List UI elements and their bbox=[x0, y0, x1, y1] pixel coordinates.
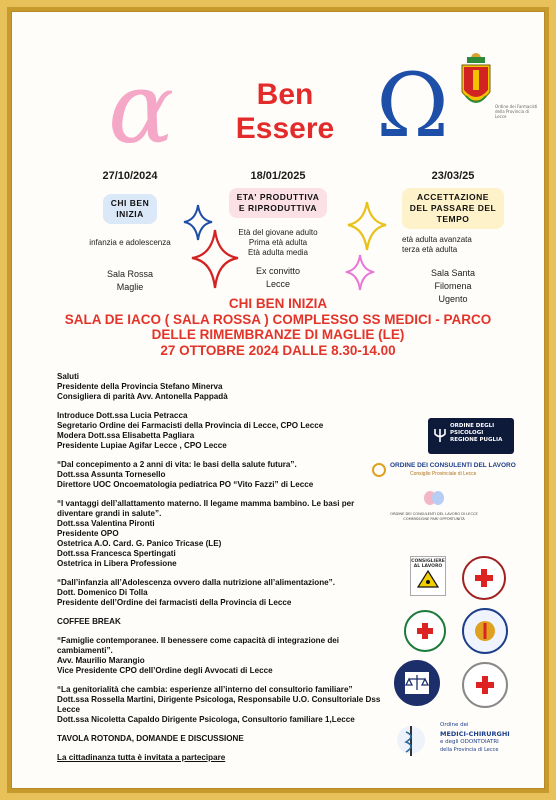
invitation-text: La cittadinanza tutta è invitata a partecipare bbox=[57, 753, 226, 762]
emblem-icon bbox=[472, 618, 498, 644]
red-cross-icon bbox=[473, 567, 495, 589]
warning-sign-icon bbox=[416, 569, 440, 589]
headline-line-2: SALA DE IACO ( SALA ROSSA ) COMPLESSO SS MEDICI - PARCO bbox=[64, 311, 492, 327]
medici-logo-province: della Provincia di Lecce bbox=[440, 747, 499, 753]
omega-symbol: Ω bbox=[376, 54, 449, 157]
event-description: Età del giovane adulto Prima età adulta Età adulta media bbox=[238, 228, 318, 257]
program-item bbox=[57, 499, 387, 569]
event-date: 18/01/2025 bbox=[250, 170, 306, 182]
program-item-title: Saluti bbox=[57, 372, 80, 381]
event-description: infanzia e adolescenza bbox=[89, 238, 171, 247]
event-badge: ETA' PRODUTTIVA E RIPRODUTTIVA bbox=[229, 188, 328, 218]
headline-line-1: CHI BEN INIZIA bbox=[228, 296, 328, 311]
program-item-line: Modera Dott.ssa Elisabetta Pagliara bbox=[57, 431, 195, 440]
program-item-line: Dott.ssa Assunta Tornesello bbox=[57, 470, 166, 479]
program-item-line: Dott.ssa Valentina Pironti bbox=[57, 519, 155, 528]
program-item-line: Direttore UOC Oncoematologia pediatrica PO “Vito Fazzi” di Lecce bbox=[57, 480, 314, 489]
program-item-title: “Dall’infanzia all’Adolescenza ovvero dalla nutrizione all’alimentazione”. bbox=[57, 578, 335, 587]
program-item-title: “Famiglie contemporanee. Il benessere come capacità di integrazione dei cambiamenti”. bbox=[57, 636, 340, 655]
consigliere-logo-text: CONSIGLIERE AL LAVORO bbox=[411, 559, 445, 569]
health-seal bbox=[462, 662, 508, 708]
medici-logo-pre: Ordine dei bbox=[440, 722, 469, 728]
program-item-line: Segretario Ordine dei Farmacisti della Provincia di Lecce, CPO Lecce bbox=[57, 421, 324, 430]
scales-of-justice-icon bbox=[403, 670, 431, 696]
program-item bbox=[57, 411, 387, 451]
star-blue-icon bbox=[184, 205, 212, 240]
event-location: Sala Santa Filomena Ugento bbox=[430, 268, 476, 304]
program-item bbox=[57, 685, 387, 725]
program-item bbox=[57, 734, 387, 744]
program-item-line: Presidente OPO bbox=[57, 529, 119, 538]
province-crest-icon bbox=[458, 52, 494, 116]
psi-icon bbox=[433, 427, 447, 443]
professional-seal bbox=[462, 608, 508, 654]
program-item-line: Presidente Lupiae Agifar Lecce , CPO Lecce bbox=[57, 441, 227, 450]
butterfly-icon bbox=[423, 490, 445, 508]
lawyers-seal bbox=[394, 660, 440, 706]
program-item-title: “I vantaggi dell’allattamento materno. Il legame mamma bambino. Le basi per diventare grandi in salute”. bbox=[57, 499, 355, 518]
psicologi-logo bbox=[428, 418, 514, 454]
title-line-2: Essere bbox=[235, 112, 335, 145]
event-date: 23/03/25 bbox=[431, 170, 475, 182]
farmacisti-seal-2 bbox=[404, 610, 446, 652]
cpo-logo bbox=[378, 490, 490, 528]
cpo-logo-text: ORDINE DEI CONSULENTI DEL LAVORO DI LECCE COMMISSIONE PARI OPPORTUNITÀ bbox=[390, 512, 478, 521]
program-item-line: Vice Presidente CPO dell’Ordine degli Avvocati di Lecce bbox=[57, 666, 273, 675]
event-date: 27/10/2024 bbox=[102, 170, 158, 182]
caduceus-icon bbox=[473, 673, 497, 697]
program-item-line: Dott.ssa Francesca Spertingati bbox=[57, 549, 176, 558]
program-item-title: “La genitorialità che cambia: esperienze all’interno del consultorio familiare” bbox=[57, 685, 353, 694]
medici-logo-subtitle: e degli ODONTOIATRI bbox=[440, 739, 499, 745]
event-description: età adulta avanzata terza età adulta bbox=[402, 235, 472, 254]
event-badge: ACCETTAZIONE DEL PASSARE DEL TEMPO bbox=[402, 188, 505, 229]
program-item-line: Consigliera di parità Avv. Antonella Pappadà bbox=[57, 392, 228, 401]
consulenti-logo bbox=[372, 462, 522, 480]
program-item-line: Ostetrica A.O. Card. G. Panico Tricase (LE) bbox=[57, 539, 222, 548]
program-item-line: Presidente della Provincia Stefano Minerva bbox=[57, 382, 223, 391]
program-item-line: Presidente dell’Ordine dei farmacisti della Provincia di Lecce bbox=[57, 598, 292, 607]
program-item-title: TAVOLA ROTONDA, DOMANDE E DISCUSSIONE bbox=[57, 734, 244, 743]
title-line-1: Ben bbox=[256, 78, 314, 111]
headline-line-3: DELLE RIMEMBRANZE DI MAGLIE (LE) bbox=[151, 327, 405, 342]
program-item bbox=[57, 617, 387, 627]
event-headline bbox=[30, 296, 526, 358]
program-item-title: COFFEE BREAK bbox=[57, 617, 121, 626]
sparkle-stars bbox=[150, 200, 400, 310]
event-column-3 bbox=[392, 170, 514, 306]
medici-logo bbox=[396, 716, 522, 766]
program-item-line: Dott.ssa Nicoletta Capaldo Dirigente Psicologa, Consultorio familiare 1,Lecce bbox=[57, 715, 355, 724]
red-cross-icon bbox=[415, 621, 435, 641]
star-pink-icon bbox=[346, 255, 374, 290]
event-badge: CHI BEN INIZIA bbox=[103, 194, 157, 224]
program-item-line: Introduce Dott.ssa Lucia Petracca bbox=[57, 411, 188, 420]
headline-line-4: 27 OTTOBRE 2024 DALLE 8.30-14.00 bbox=[160, 342, 396, 358]
event-location: Sala Rossa Maglie bbox=[106, 269, 154, 292]
program-item-line: Ostetrica in Libera Professione bbox=[57, 559, 177, 568]
program-item bbox=[57, 636, 387, 676]
consulenti-logo-subtext: Consiglio Provinciale di Lecce bbox=[410, 471, 477, 477]
consulenti-emblem-icon bbox=[372, 463, 386, 477]
program-list bbox=[57, 372, 387, 763]
program-item bbox=[57, 578, 387, 608]
event-location: Ex convitto Lecce bbox=[255, 266, 301, 289]
farmacisti-seal-1 bbox=[462, 556, 506, 600]
medici-logo-title: MEDICI-CHIRURGHI bbox=[440, 730, 510, 738]
program-item-line: Dott.ssa Rossella Martini, Dirigente Psicologa, Responsabile U.O. Consultoriale Dss Lecce bbox=[57, 695, 381, 714]
poster-title bbox=[210, 78, 360, 146]
star-yellow-icon bbox=[348, 202, 386, 250]
program-item-line: Dott. Domenico Di Tolla bbox=[57, 588, 148, 597]
alpha-symbol: α bbox=[108, 52, 175, 166]
program-item bbox=[57, 460, 387, 490]
program-item-title: “Dal concepimento a 2 anni di vita: le basi della salute futura”. bbox=[57, 460, 297, 469]
aesculapius-icon bbox=[396, 720, 426, 760]
consigliere-logo bbox=[410, 556, 446, 596]
consulenti-logo-text: ORDINE DEI CONSULENTI DEL LAVORO bbox=[390, 462, 516, 469]
crest-caption: Ordine dei Farmacisti della Provincia di Lecce bbox=[495, 104, 538, 119]
program-item-line: Avv. Maurilio Marangio bbox=[57, 656, 145, 665]
psicologi-logo-text: ORDINE DEGLI PSICOLOGI REGIONE PUGLIA bbox=[450, 423, 503, 443]
program-item bbox=[57, 372, 387, 402]
